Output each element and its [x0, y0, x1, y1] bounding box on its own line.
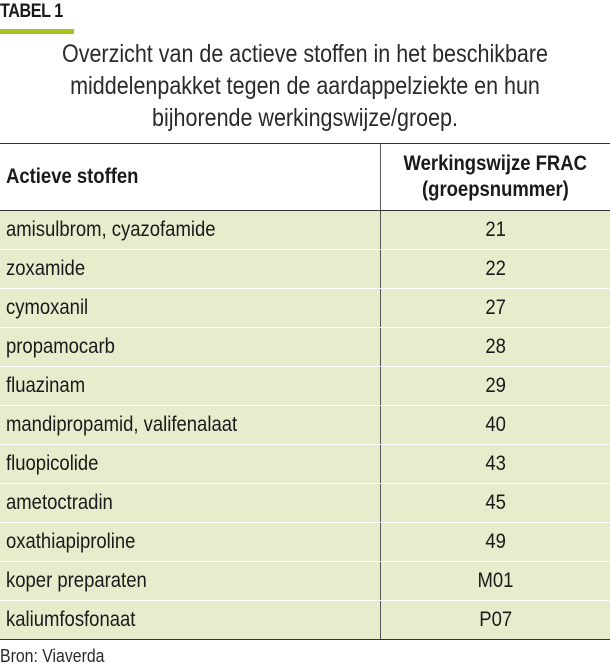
table-row [0, 249, 610, 288]
header-frac-line1: Werkingswijze FRAC [403, 152, 588, 175]
table-row [0, 288, 610, 327]
substance-cell: cymoxanil [0, 289, 381, 327]
substance-cell: mandipropamid, valifenalaat [0, 406, 381, 444]
group-cell: 43 [485, 452, 506, 475]
header-cell-substances: Actieve stoffen [0, 144, 381, 210]
group-cell: 22 [485, 257, 506, 280]
group-cell: M01 [477, 569, 514, 592]
substance-cell: amisulbrom, cyazofamide [0, 211, 381, 249]
table-row [0, 327, 610, 366]
substance-cell: oxathiapiproline [0, 523, 381, 561]
substance-cell: kaliumfosfonaat [0, 601, 381, 639]
title-line: bijhorende werkingswijze/groep. [152, 104, 458, 132]
group-cell: 45 [485, 491, 506, 514]
header-cell-frac [381, 144, 610, 210]
title-line: middelenpakket tegen de aardappelziekte en hun [70, 72, 540, 100]
table-row [0, 444, 610, 483]
table-title [0, 38, 610, 134]
group-cell: 49 [485, 530, 506, 553]
table-row [0, 522, 610, 561]
substance-cell: zoxamide [0, 250, 381, 288]
group-cell: 29 [485, 374, 506, 397]
table-row [0, 483, 610, 522]
label-accent-bar [0, 29, 74, 34]
group-cell: 27 [485, 296, 506, 319]
table-label: TABEL 1 [0, 1, 63, 22]
table-row [0, 405, 610, 444]
header-frac-line2: (groepsnummer) [422, 178, 569, 201]
group-cell: 21 [485, 218, 506, 241]
group-cell: 28 [485, 335, 506, 358]
substance-cell: fluazinam [0, 367, 381, 405]
source-note: Bron: Viaverda [0, 646, 105, 666]
substance-cell: ametoctradin [0, 484, 381, 522]
table-row [0, 366, 610, 405]
table-header [0, 144, 610, 210]
group-cell: P07 [479, 608, 512, 631]
table-body [0, 210, 610, 639]
title-line: Overzicht van de actieve stoffen in het beschikbare [61, 40, 549, 68]
group-cell: 40 [485, 413, 506, 436]
table-row [0, 600, 610, 639]
substance-cell: koper preparaten [0, 562, 381, 600]
table-row [0, 561, 610, 600]
substance-cell: fluopicolide [0, 445, 381, 483]
substance-cell: propamocarb [0, 328, 381, 366]
table-row [0, 210, 610, 249]
substances-table [0, 143, 610, 640]
